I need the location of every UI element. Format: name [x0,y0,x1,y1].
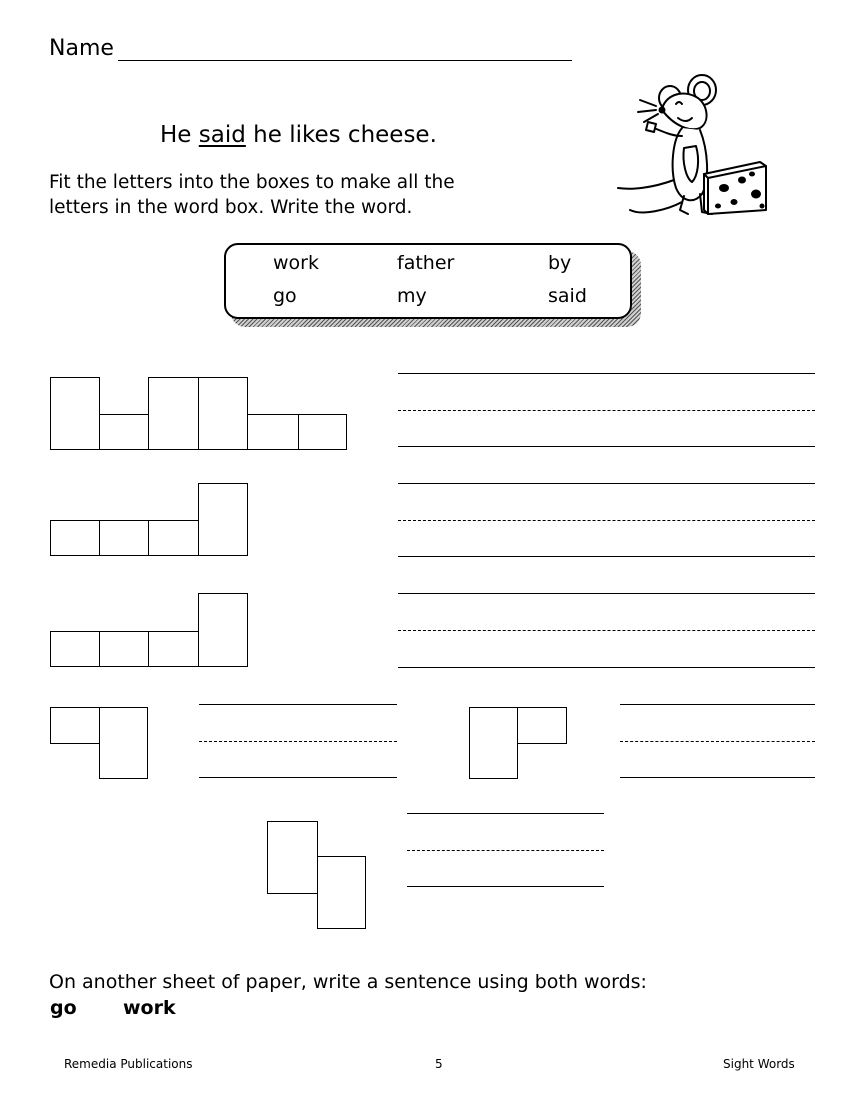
writing-line-mid[interactable] [398,520,815,521]
sentence-end: he likes cheese. [245,122,437,148]
letter-box-short[interactable] [99,631,149,667]
writing-line-mid[interactable] [398,630,815,631]
example-sentence [160,122,437,148]
letter-box-tall[interactable] [469,707,518,779]
writing-line-mid[interactable] [407,850,604,851]
sentence-underlined-word: said [198,122,246,148]
letter-box-tall[interactable] [198,483,248,556]
instructions [49,170,609,220]
writing-line-top[interactable] [199,704,397,705]
word-box-item: my [397,285,427,307]
name-label: Name [49,36,114,61]
footer-series: Sight Words [723,1057,795,1071]
letter-box-tall[interactable] [198,593,248,667]
writing-line-top[interactable] [398,483,815,484]
letter-box-tall[interactable] [99,707,148,779]
letter-box-short[interactable] [99,520,149,556]
letter-box-tall[interactable] [50,377,100,450]
mouse-with-cheese-illustration [612,70,782,230]
letter-box-short[interactable] [50,520,100,556]
letter-box-short[interactable] [50,631,100,667]
sentence-prompt: On another sheet of paper, write a sentence using both words: [49,971,647,993]
letter-box-tall[interactable] [148,377,199,450]
writing-line-base[interactable] [620,777,815,778]
writing-line-base[interactable] [398,556,815,557]
word-box-item: go [273,285,297,307]
letter-box-short[interactable] [247,414,299,450]
name-write-line[interactable] [118,60,572,61]
letter-box-tall[interactable] [198,377,248,450]
writing-line-top[interactable] [620,704,815,705]
word-box-item: by [548,252,572,274]
writing-line-top[interactable] [398,373,815,374]
letter-box-short[interactable] [50,707,100,744]
writing-line-base[interactable] [199,777,397,778]
writing-line-top[interactable] [407,813,604,814]
writing-line-mid[interactable] [620,741,815,742]
writing-line-base[interactable] [398,446,815,447]
instruction-line-1: Fit the letters into the boxes to make all the [49,172,455,193]
word-box-item: work [273,252,319,274]
letter-box-short[interactable] [517,707,567,744]
letter-box-short[interactable] [99,414,149,450]
letter-box-short[interactable] [148,520,199,556]
letter-box-tall[interactable] [317,856,366,929]
footer-publisher: Remedia Publications [64,1057,193,1071]
footer-page-number: 5 [435,1057,443,1071]
letter-box-short[interactable] [298,414,347,450]
letter-box-short[interactable] [148,631,199,667]
letter-box-tall[interactable] [267,821,318,894]
word-box-item: father [397,252,455,274]
target-word: go [50,997,77,1019]
sentence-start: He [160,122,199,148]
writing-line-mid[interactable] [398,410,815,411]
writing-line-base[interactable] [398,667,815,668]
word-box-item: said [548,285,587,307]
writing-line-top[interactable] [398,593,815,594]
instruction-line-2: letters in the word box. Write the word. [49,197,413,218]
writing-line-mid[interactable] [199,741,397,742]
writing-line-base[interactable] [407,886,604,887]
target-word: work [123,997,176,1019]
